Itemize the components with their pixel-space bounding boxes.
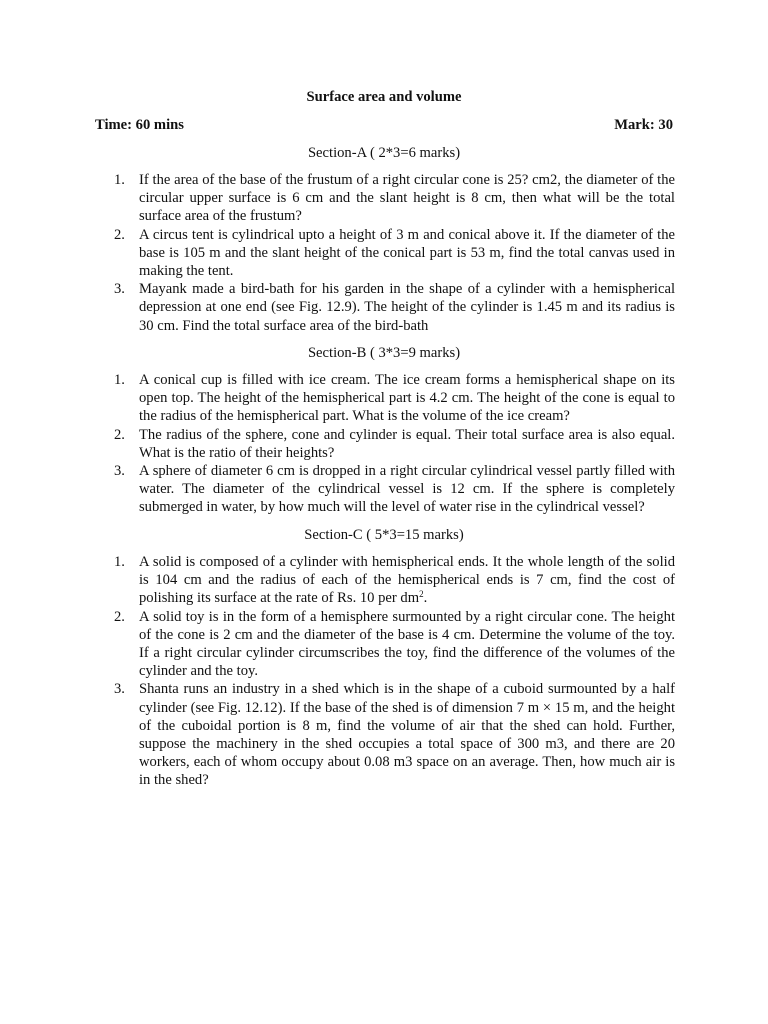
question-text: Shanta runs an industry in a shed which is in the shape of a cuboid surmounted by a half cylinder (see Fig. 12.12). If the base of the shed is of dimension 7 m × 15 m, and the height of the cuboidal portion is 8 m, find the volume of air that the shed can hold. Further, suppose the machinery in the shed occupies a total space of 300 m3, and there are 20 workers, each of whom occupy about 0.08 m3 space on an average. Then, how much air is in the shed? <box>139 681 675 789</box>
question-number: 3. <box>114 463 125 480</box>
question-text: A circus tent is cylindrical upto a height of 3 m and conical above it. If the diameter of the base is 105 m and the slant height of the conical part is 53 m, find the total canvas used in making the tent. <box>139 226 675 280</box>
question-number: 1. <box>114 172 125 188</box>
question-item <box>110 280 675 335</box>
section-b-questions <box>110 371 675 517</box>
question-number: 2. <box>114 226 125 243</box>
question-item <box>110 680 675 789</box>
question-text-wrapper <box>139 553 675 608</box>
question-number: 2. <box>114 426 125 443</box>
section-a-heading: Section-A ( 2*3=6 marks) <box>307 145 461 161</box>
section-c-questions <box>110 553 675 790</box>
question-text: A sphere of diameter 6 cm is dropped in a right circular cylindrical vessel partly filled with water. The diameter of the cylindrical vessel is 12 cm. If the sphere is completely submerged in water, by how much will the level of water rise in the cylindrical vessel? <box>139 463 675 516</box>
question-item <box>110 226 675 281</box>
question-text: Mayank made a bird-bath for his garden in the shape of a cylinder with a hemispherical depression at one end (see Fig. 12.9). The height of the cylinder is 1.45 m and its radius is 30 cm. Find the total surface area of the bird-bath <box>139 281 675 334</box>
question-item <box>110 462 675 517</box>
question-text: A conical cup is filled with ice cream. The ice cream forms a hemispherical shape on its open top. The height of the hemispherical part is 4.2 cm. The height of the cone is equal to the radius of the hemispherical part. What is the volume of the ice cream? <box>139 372 675 425</box>
section-a-questions <box>110 171 675 335</box>
question-item <box>110 171 675 226</box>
section-c-heading: Section-C ( 5*3=15 marks) <box>304 527 464 543</box>
question-text: A solid is composed of a cylinder with hemispherical ends. It the whole length of the solid is 104 cm and the radius of each of the hemispherical ends is 7 cm, find the cost of polishing its surface at the rate of Rs. 10 per dm <box>139 554 675 607</box>
question-number: 2. <box>114 608 125 625</box>
page-title: Surface area and volume <box>306 89 462 105</box>
question-number: 1. <box>114 554 125 570</box>
question-item <box>110 553 675 608</box>
question-number: 3. <box>114 281 125 298</box>
question-text: The radius of the sphere, cone and cylinder is equal. Their total surface area is also equal. What is the ratio of their heights? <box>139 426 675 461</box>
question-text-end: . <box>423 590 428 607</box>
mark-label: Mark: 30 <box>614 117 673 133</box>
question-text: A solid toy is in the form of a hemisphere surmounted by a right circular cone. The height of the cone is 2 cm and the diameter of the base is 4 cm. Determine the volume of the toy. If a right circular cylinder circumscribes the toy, find the difference of the volumes of the cylinder and the toy. <box>139 608 675 680</box>
question-item <box>110 608 675 681</box>
question-number: 3. <box>114 681 125 698</box>
question-number: 1. <box>114 372 125 388</box>
section-b-heading: Section-B ( 3*3=9 marks) <box>307 345 461 361</box>
time-label: Time: 60 mins <box>95 117 184 133</box>
superscript: 2 <box>419 589 424 600</box>
question-text: If the area of the base of the frustum of a right circular cone is 25? cm2, the diameter of the circular upper surface is 6 cm and the slant height is 8 cm, then what will be the total surface area of the frustum? <box>139 172 675 225</box>
question-item <box>110 426 675 462</box>
question-item <box>110 371 675 426</box>
